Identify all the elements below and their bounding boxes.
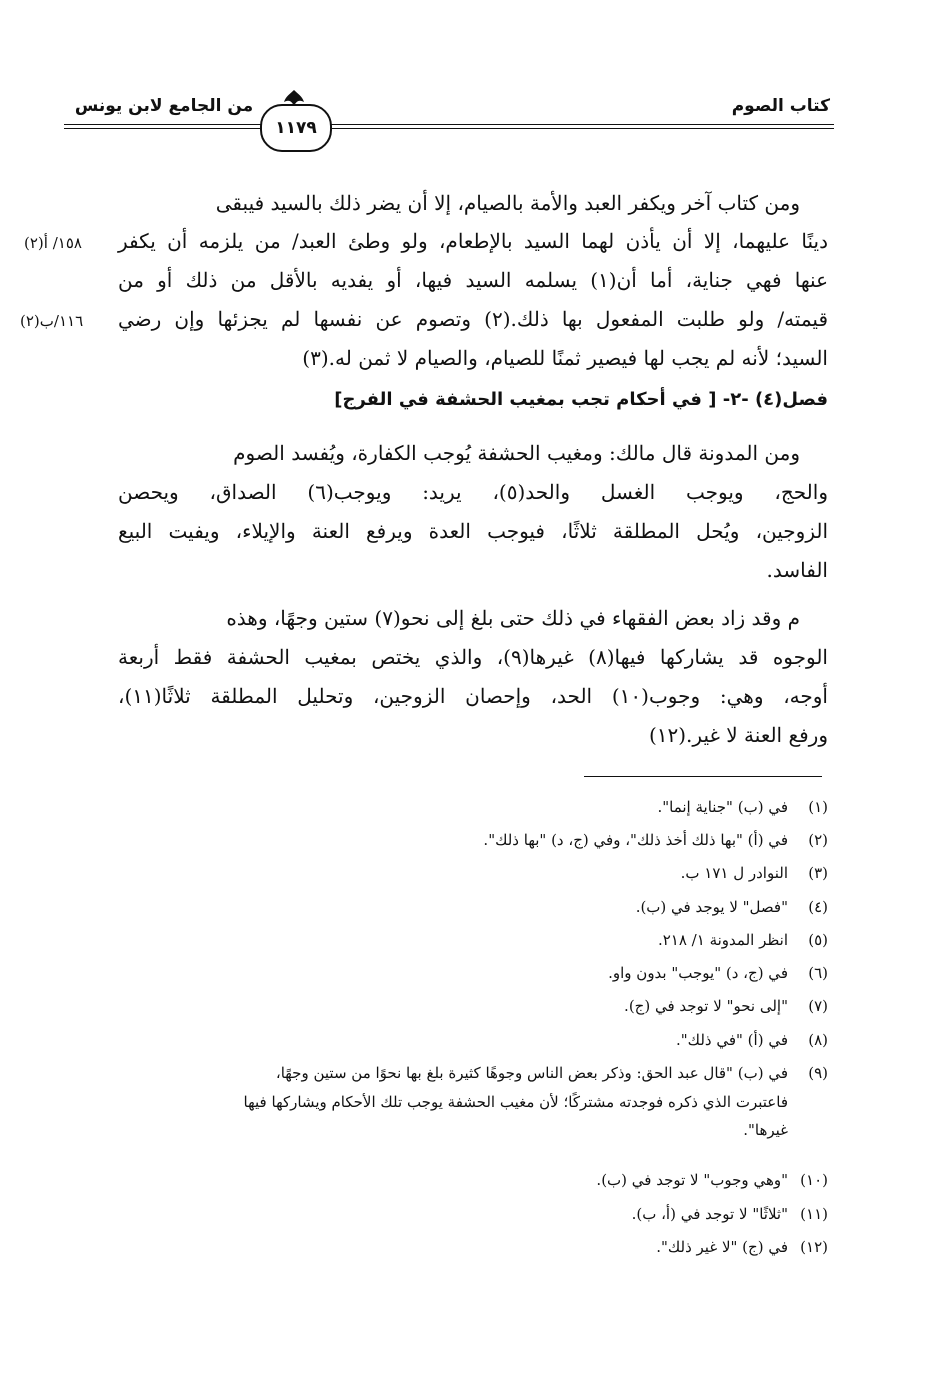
- header-book-title: كتاب الصوم: [731, 96, 830, 116]
- footnote-text: في (أ) "بها ذلك أخذ ذلك"، وفي (ج، د) "بها ذلك".: [483, 831, 788, 849]
- page-number: ١١٧٩: [275, 118, 317, 138]
- footnote-number: (٣): [808, 864, 828, 882]
- footnote-number: (٢): [808, 831, 828, 849]
- header-rule-bottom: [64, 128, 834, 129]
- footnote: [636, 896, 828, 918]
- footnote-text: في (ب) "قال عبد الحق: وذكر بعض الناس وجوهًا كثيرة بلغ بها نحوًا من ستين وجهًا،: [275, 1064, 788, 1082]
- footnote: [483, 829, 828, 851]
- footnote: [681, 862, 828, 884]
- footnote-text: في (أ) "في ذلك".: [676, 1031, 788, 1049]
- footnote-text: "فصل" لا يوجد في (ب).: [635, 898, 788, 916]
- text-line: السيد؛ لأنه لم يجب لها فيصير ثمنًا للصيام، والصيام لا ثمن له.(٣): [302, 346, 828, 370]
- footnote-number: (٥): [808, 931, 828, 949]
- footnote-number: (٦): [808, 964, 828, 982]
- footnote-number: (١٢): [800, 1238, 828, 1256]
- footnote-number: (١): [808, 798, 828, 816]
- margin-note: ١٥٨/ أ(٢): [24, 234, 82, 252]
- footnote-text: "ثلاثًا" لا توجد في (أ، ب).: [631, 1205, 788, 1223]
- footnote-number: (١١): [800, 1205, 828, 1223]
- text-line: قيمته/ ولو طلبت المفعول بها ذلك.(٢) وتصوم عن نفسها لم يجزئها وإن رضي: [118, 307, 828, 331]
- footnote-number: (١٠): [800, 1171, 828, 1189]
- footnote-text: انظر المدونة ١/ ٢١٨.: [657, 931, 788, 949]
- text-line: والحج، ويوجب الغسل والحد(٥)، يريد: ويوجب(٦) الصداق، ويحصن: [118, 480, 828, 504]
- footnote-continuation: فاعتبرت الذي ذكره فوجدته مشتركًا؛ لأن مغيب الحشفة يوجب تلك الأحكام ويشاركها فيها: [243, 1093, 788, 1111]
- text-line: عنها فهي جناية، أما أن(١) يسلمه السيد فيها، أو يفديه بالأقل من ذلك أو من: [118, 268, 829, 292]
- section-heading: فصل(٤) -٢- [ في أحكام تجب بمغيب الحشفة في الفرج]: [334, 389, 828, 410]
- footnote: [596, 1169, 828, 1191]
- footnote-text: "وهي وجوب" لا توجد في (ب).: [596, 1171, 788, 1189]
- footnote-separator: [584, 776, 822, 777]
- footnote: [608, 962, 828, 984]
- text-line: دينًا عليهما، إلا أن يأذن لهما السيد بالإطعام، ولو وطئ العبد/ من يلزمه أن يكفر: [118, 229, 828, 253]
- text-line: أوجه، وهي: وجوب(١٠) الحد، وإحصان الزوجين، وتحليل المطلقة ثلاثًا(١١)،: [118, 684, 828, 708]
- page-number-badge: [260, 104, 332, 152]
- footnote: [632, 1203, 828, 1225]
- footnote-number: (٧): [808, 997, 828, 1015]
- text-line: الزوجين، ويُحل المطلقة ثلاثًا، فيوجب العدة ويرفع العنة والإيلاء، ويفيت البيع: [118, 519, 828, 543]
- footnote-text: "إلى نحو" لا توجد في (ج).: [624, 997, 788, 1015]
- footnote-text: في (ج، د) "يوجب" بدون واو.: [608, 964, 788, 982]
- footnote: [657, 796, 828, 818]
- text-line: م وقد زاد بعض الفقهاء في ذلك حتى بلغ إلى نحو(٧) ستين وجهًا، وهذه: [226, 606, 800, 630]
- header-source-title: من الجامع لابن يونس: [74, 96, 254, 116]
- text-line: ومن المدونة قال مالك: ومغيب الحشفة يُوجب الكفارة، ويُفسد الصوم: [233, 441, 800, 465]
- text-line: ومن كتاب آخر ويكفر العبد والأمة بالصيام، إلا أن يضر ذلك بالسيد فيبقى: [215, 191, 800, 215]
- footnote: [658, 929, 828, 951]
- footnote-text: في (ج) "لا غير ذلك".: [656, 1238, 788, 1256]
- footnote: [276, 1062, 828, 1084]
- footnote-continuation: غيرها".: [743, 1121, 788, 1139]
- text-line: ورفع العنة لا غير.(١٢): [648, 723, 828, 747]
- footnote-number: (٤): [808, 898, 828, 916]
- text-line: الفاسد.: [766, 558, 828, 582]
- text-line: الوجوه قد يشاركها فيها(٨) غيرها(٩)، والذي يختص بمغيب الحشفة فقط أربعة: [118, 645, 828, 669]
- footnote: [656, 1236, 828, 1258]
- footnote-number: (٩): [808, 1064, 828, 1082]
- header-rule-top: [64, 124, 834, 125]
- footnote-text: في (ب) "جناية إنما".: [657, 798, 788, 816]
- footnote: [676, 1029, 828, 1051]
- footnote-text: النوادر ل ١٧١ ب.: [680, 864, 788, 882]
- footnote-number: (٨): [808, 1031, 828, 1049]
- margin-note: ١١٦/ب(٢): [20, 312, 84, 330]
- footnote: [624, 995, 828, 1017]
